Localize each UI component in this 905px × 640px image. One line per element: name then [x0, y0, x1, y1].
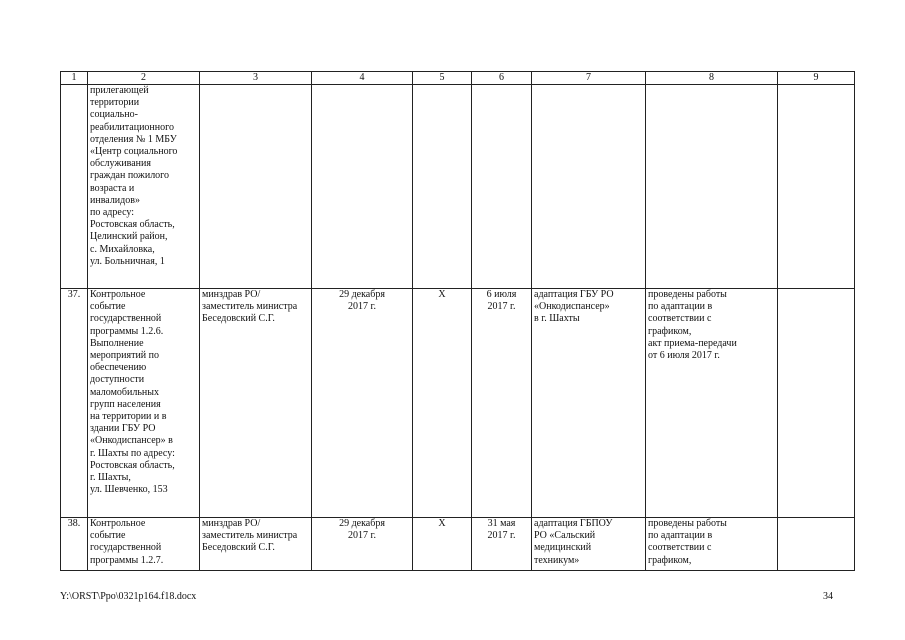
column-header-3: 3 — [200, 72, 312, 85]
report-table — [60, 71, 855, 571]
footer-file-path: Y:\ORST\Ppo\0321p164.f18.docx — [60, 591, 197, 602]
row-number: 37. — [61, 289, 88, 518]
fact-date-cell — [472, 85, 532, 289]
header-row — [61, 72, 855, 85]
plan-date-cell — [312, 85, 413, 289]
info-cell: проведены работы по адаптации в соответствии с графиком, акт приема-передачи от 6 июля 2017 г. — [646, 289, 778, 518]
result-cell: адаптация ГБУ РО «Онкодиспансер» в г. Шахты — [532, 289, 646, 518]
x-cell: Х — [413, 289, 472, 518]
column-header-8: 8 — [646, 72, 778, 85]
column-header-9: 9 — [778, 72, 855, 85]
table-row — [61, 85, 855, 289]
row-number — [61, 85, 88, 289]
col9-cell — [778, 85, 855, 289]
column-header-1: 1 — [61, 72, 88, 85]
x-cell — [413, 85, 472, 289]
responsible-cell — [200, 85, 312, 289]
column-header-6: 6 — [472, 72, 532, 85]
plan-date-cell: 29 декабря 2017 г. — [312, 289, 413, 518]
column-header-7: 7 — [532, 72, 646, 85]
column-header-2: 2 — [88, 72, 200, 85]
result-cell — [532, 85, 646, 289]
plan-date-cell: 29 декабря 2017 г. — [312, 518, 413, 571]
responsible-cell: минздрав РО/ заместитель министра Беседовский С.Г. — [200, 289, 312, 518]
row-number: 38. — [61, 518, 88, 571]
fact-date-cell: 6 июля 2017 г. — [472, 289, 532, 518]
col9-cell — [778, 518, 855, 571]
result-cell: адаптация ГБПОУ РО «Сальский медицинский техникум» — [532, 518, 646, 571]
page-number: 34 — [823, 591, 833, 602]
info-cell: проведены работы по адаптации в соответствии с графиком, — [646, 518, 778, 571]
event-cell: Контрольное событие государственной программы 1.2.7. — [88, 518, 200, 571]
event-cell: Контрольное событие государственной программы 1.2.6. Выполнение мероприятий по обеспечению доступности маломобильных групп населения на территории и в здании ГБУ РО «Онкодиспансер» в г. Шахты по адресу: Ростовская область, г. Шахты, ул. Шевченко, 153 — [88, 289, 200, 518]
info-cell — [646, 85, 778, 289]
event-cell: прилегающей территории социально- реабилитационного отделения № 1 МБУ «Центр социального обслуживания граждан пожилого возраста и инвалидов» по адресу: Ростовская область, Целинский район, с. Михайловка, ул. Больничная, 1 — [88, 85, 200, 289]
col9-cell — [778, 289, 855, 518]
x-cell: Х — [413, 518, 472, 571]
column-header-4: 4 — [312, 72, 413, 85]
column-header-5: 5 — [413, 72, 472, 85]
fact-date-cell: 31 мая 2017 г. — [472, 518, 532, 571]
table-row — [61, 289, 855, 518]
table-row — [61, 518, 855, 571]
responsible-cell: минздрав РО/ заместитель министра Беседовский С.Г. — [200, 518, 312, 571]
